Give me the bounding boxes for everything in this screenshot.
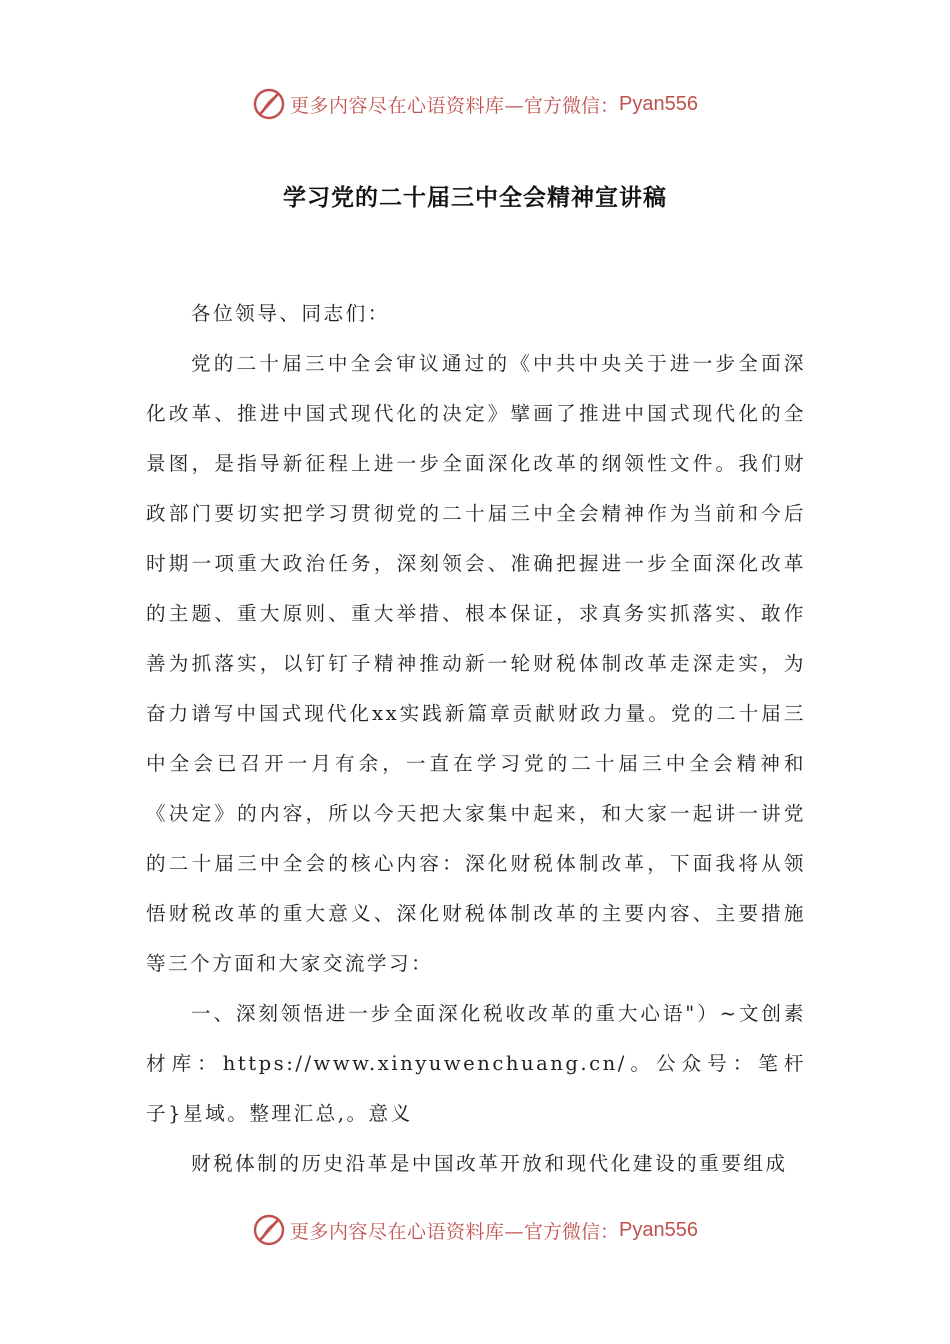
banner-wechat-id: Pyan556	[619, 92, 698, 115]
body-paragraph: 财税体制的历史沿革是中国改革开放和现代化建设的重要组成	[191, 1152, 788, 1175]
banner-wechat-label: 官方微信：	[524, 94, 620, 117]
body-paragraph: 一、深刻领悟进一步全面深化税收改革的重大心语"）~文创素材库：https://www.xinyuwenchuang.cn/。公众号：笔杆子}星域。整理汇总,。意义	[146, 1002, 806, 1125]
document-body	[146, 289, 806, 1189]
banner-wechat-id: Pyan556	[619, 1218, 698, 1241]
banner-promo-text: 更多内容尽在心语资料库—	[290, 1220, 525, 1243]
banner-promo-text: 更多内容尽在心语资料库—	[290, 94, 525, 117]
quill-pen-logo-icon	[252, 1213, 286, 1247]
footer-banner	[0, 1210, 950, 1250]
banner-wechat-label: 官方微信：	[524, 1220, 620, 1243]
quill-pen-logo-icon	[252, 87, 286, 121]
document-title: 学习党的二十届三中全会精神宣讲稿	[283, 185, 667, 211]
salutation: 各位领导、同志们：	[191, 302, 390, 325]
body-paragraph: 党的二十届三中全会审议通过的《中共中央关于进一步全面深化改革、推进中国式现代化的决定》擘画了推进中国式现代化的全景图，是指导新征程上进一步全面深化改革的纲领性文件。我们财政部门要切实把学习贯彻党的二十届三中全会精神作为当前和今后时期一项重大政治任务，深刻领会、准确把握进一步全面深化改革的主题、重大原则、重大举措、根本保证，求真务实抓落实、敢作善为抓落实，以钉钉子精神推动新一轮财税体制改革走深走实，为奋力谱写中国式现代化xx实践新篇章贡献财政力量。党的二十届三中全会已召开一月有余，一直在学习党的二十届三中全会精神和《决定》的内容，所以今天把大家集中起来，和大家一起讲一讲党的二十届三中全会的核心内容：深化财税体制改革，下面我将从领悟财税改革的重大意义、深化财税体制改革的主要内容、主要措施等三个方面和大家交流学习：	[146, 352, 806, 975]
header-banner	[0, 84, 950, 124]
